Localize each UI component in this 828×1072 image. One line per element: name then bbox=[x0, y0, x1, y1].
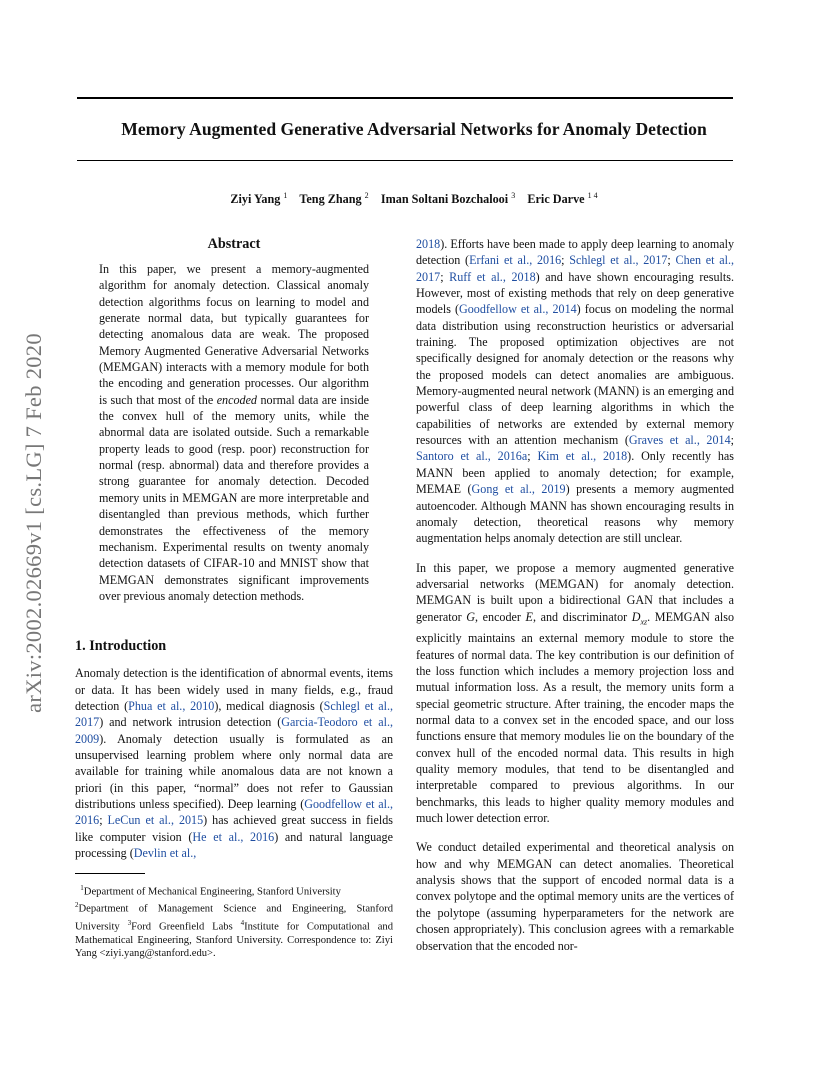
body-text: ). Efforts have been made to apply deep learning to anomaly detection ( bbox=[416, 237, 734, 268]
body-text: , and discriminator bbox=[532, 609, 632, 624]
citation-link[interactable]: Chen et al., 2017 bbox=[416, 253, 734, 284]
citation-link[interactable]: LeCun et al., 2015 bbox=[107, 813, 204, 828]
author-name: Teng Zhang bbox=[299, 192, 362, 207]
citation-link[interactable]: Devlin et al., bbox=[133, 846, 197, 860]
paper-title: Memory Augmented Generative Adversarial Networks for Anomaly Detection bbox=[121, 119, 707, 139]
author-name: Iman Soltani Bozchalooi bbox=[380, 192, 509, 207]
math-symbol: G bbox=[466, 609, 476, 624]
citation-link[interactable]: Gong et al., 2019 bbox=[471, 482, 566, 497]
body-text: ) and network intrusion detection ( bbox=[99, 715, 282, 730]
title-rule-bottom bbox=[77, 160, 733, 161]
left-column bbox=[75, 236, 393, 961]
footnote-text: Ford Greenfield Labs bbox=[131, 921, 233, 933]
author-name: Ziyi Yang bbox=[230, 192, 281, 207]
footnote-mark: 2 bbox=[75, 901, 79, 910]
body-text: ) presents a memory augmented autoencoder. Although MANN has shown encouraging results in anomaly detection, theoretical reasons why memory augmentation helps anomaly detection are still unclear. bbox=[416, 482, 734, 546]
body-text: ), medical diagnosis ( bbox=[214, 698, 324, 713]
citation-link[interactable]: Phua et al., 2010 bbox=[128, 698, 215, 713]
body-text: Anomaly detection is the identification of abnormal events, items or data. It has been widely used in many fields, e.g., fraud detection ( bbox=[75, 666, 393, 713]
author-name: Eric Darve bbox=[527, 192, 585, 207]
section-heading: 1. Introduction bbox=[75, 638, 167, 655]
abstract-heading: Abstract bbox=[207, 236, 261, 252]
author-affiliation: 2 bbox=[364, 191, 369, 200]
body-text: ) has achieved great success in fields like computer vision ( bbox=[75, 813, 393, 844]
right-column bbox=[416, 236, 734, 954]
abstract-emphasis: encoded bbox=[216, 392, 257, 407]
citation-link[interactable]: Schlegl et al., 2017 bbox=[569, 253, 668, 268]
arxiv-identifier: arXiv:2002.02669v1 [cs.LG] 7 Feb 2020 bbox=[21, 333, 46, 713]
footnotes bbox=[75, 882, 393, 961]
citation-link[interactable]: Graves et al., 2014 bbox=[628, 433, 731, 448]
abstract-text-part: In this paper, we present a memory-augmented algorithm for anomaly detection. Classical anomaly detection algorithms focus on learning to model and generate normal data, but typically guarantees for detecting anomalous data are weak. The proposed Memory Augmented Generative Adversarial Networks (MEMGAN) interacts with a memory module for both the encoding and generation processes. Our algorithm is such that most of the bbox=[99, 262, 369, 407]
intro-paragraph: We conduct detailed experimental and theoretical analysis on how and why MEMGAN can detect anomalies. Theoretical analysis shows that the support of encoded normal data is a convex polytope and the optimal memory units are the vertices of the polytope (assuming hyperparameters for the network are chosen appropriately). This conclusion agrees with a remarkable observation that the encoded nor- bbox=[416, 840, 734, 953]
author-affiliation: 1 4 bbox=[587, 191, 598, 200]
citation-link[interactable]: Goodfellow et al., 2016 bbox=[75, 796, 393, 828]
body-text: ; bbox=[667, 253, 676, 268]
author-affiliation: 1 bbox=[283, 191, 288, 200]
footnote-text: Department of Mechanical Engineering, Stanford University bbox=[83, 886, 341, 898]
body-text: ; bbox=[527, 449, 538, 464]
footnote-text: Department of Management Science and Engineering, Stanford University bbox=[75, 904, 393, 933]
body-text: ; bbox=[730, 433, 734, 448]
math-symbol: D bbox=[631, 609, 641, 624]
citation-link[interactable]: Erfani et al., 2016 bbox=[469, 253, 562, 268]
body-text: ; bbox=[440, 269, 450, 284]
citation-link[interactable]: 2018 bbox=[416, 237, 441, 251]
footnote-mark: 4 bbox=[240, 918, 245, 927]
body-text: ; bbox=[99, 813, 108, 828]
body-text: ). Anomaly detection usually is formulated as an unsupervised learning problem where only normal data are available for training while anomalous data are not known a priori (in this paper, “normal” does not refer to Gaussian distributions unless specified). Deep learning ( bbox=[75, 731, 393, 811]
citation-link[interactable]: Ruff et al., 2018 bbox=[449, 269, 536, 284]
arxiv-stamp bbox=[22, 289, 46, 757]
footnote-mark: 3 bbox=[127, 918, 132, 927]
author-list bbox=[0, 191, 828, 207]
title-rule-top bbox=[77, 97, 733, 99]
author-affiliation: 3 bbox=[511, 191, 516, 200]
citation-link[interactable]: He et al., 2016 bbox=[192, 829, 275, 844]
body-text: ) focus on modeling the normal data distribution using reconstruction heuristics or adversarial training. The proposed optimization objectives are not specifically designed for anomaly detection or the reasons why the proposed models can detect anomalies are ambiguous. Memory-augmented neural network (MANN) is an emerging and powerful class of deep learning algorithms in which the capabilities of networks are extended by external memory resources with an attention mechanism ( bbox=[416, 302, 734, 448]
math-subscript: xz bbox=[640, 616, 648, 626]
footnote-divider bbox=[75, 873, 145, 874]
citation-link[interactable]: Goodfellow et al., 2014 bbox=[459, 302, 577, 317]
math-symbol: E bbox=[525, 609, 533, 624]
body-text: ) and natural language processing ( bbox=[75, 829, 393, 860]
body-text: , encoder bbox=[475, 609, 526, 624]
body-text: ). Only recently has MANN been applied to anomaly detection; for example, MEMAE ( bbox=[416, 449, 735, 497]
citation-link[interactable]: Schlegl et al., 2017 bbox=[75, 698, 393, 730]
abstract-text-part: normal data are inside the convex hull of the memory units, while the abnormal data are isolated outside. Such a remarkable property leads to good (resp. poor) reconstruction for normal (resp. abnormal) data and therefore provides a strong guarantee for anomaly detection. Decoded memory units in MEMGAN are more interpretable and disentangled than previous methods, which further demonstrates the effectiveness of the memory mechanism. Experimental results on twenty anomaly detection datasets of CIFAR-10 and MNIST show that MEMGAN demonstrates significant improvements over previous anomaly detection methods. bbox=[99, 392, 369, 603]
abstract-text bbox=[99, 261, 369, 604]
footnote-text: Institute for Computational and Mathematical Engineering, Stanford University. Correspondence to: Ziyi Yang <ziyi.yang@stanford.edu>. bbox=[75, 921, 393, 960]
citation-link[interactable]: Santoro et al., 2016a bbox=[416, 449, 528, 464]
body-text: In this paper, we propose a memory augmented generative adversarial networks (MEMGAN) for anomaly detection. MEMGAN is built upon a bidirectional GAN that includes a generator bbox=[416, 560, 734, 624]
body-text: ; bbox=[561, 253, 570, 268]
body-text: . MEMGAN also explicitly maintains an external memory module to store the features of normal data. The key contribution is our definition of the loss function which includes a memory projection loss and mutual information loss. As a result, the memory units form a special geometric structure. After training, the encoder maps the normal data to a convex set in the encoded space, and our loss functions ensure that memory modules lie on the boundary of the convex hull of the encoded normal data. This results in high quality memory modules, that tend to be disentangled and interpretable compared to previous algorithms. In our benchmarks, this leads to higher quality memory modules and much lower detection error. bbox=[416, 609, 735, 826]
intro-paragraph bbox=[416, 560, 734, 827]
intro-paragraph bbox=[75, 665, 393, 861]
intro-paragraph bbox=[416, 236, 734, 547]
citation-link[interactable]: Kim et al., 2018 bbox=[537, 449, 628, 464]
footnote-mark: 1 bbox=[80, 884, 84, 893]
citation-link[interactable]: Garcia-Teodoro et al., 2009 bbox=[75, 715, 393, 746]
body-text: ) and have shown encouraging results. However, most of existing methods that rely on deep generative models ( bbox=[416, 269, 734, 317]
